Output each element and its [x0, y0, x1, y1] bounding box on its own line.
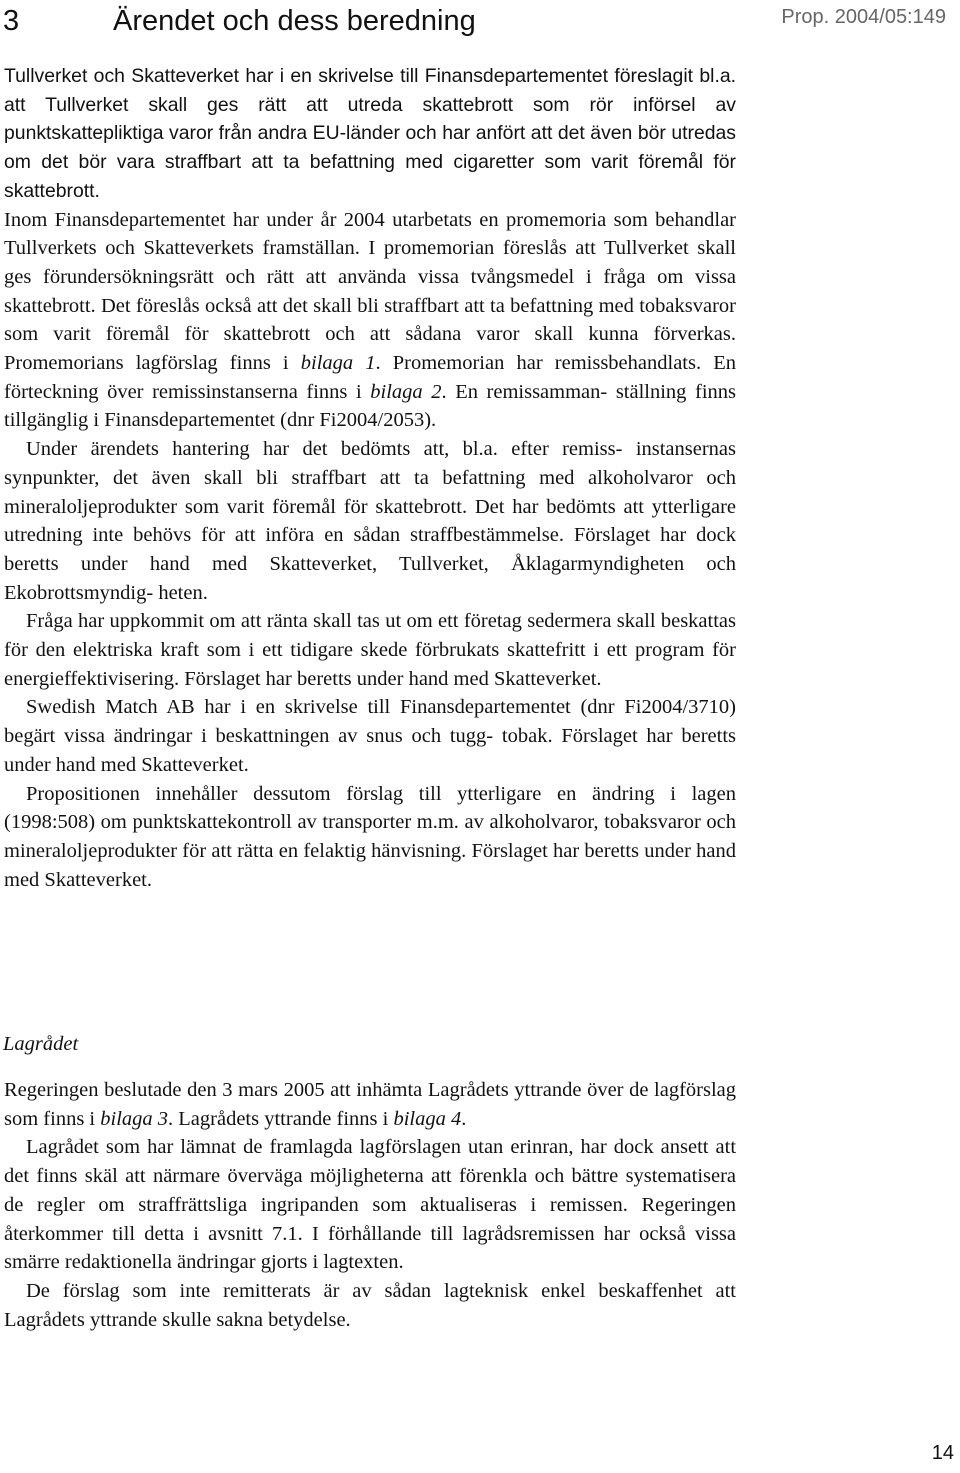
- text-line: att det även bör utredas om det bör vara straffbart att ta befattning med: [4, 122, 737, 174]
- text-line: De förslag som inte remitterats är av sådan lagteknisk enkel: [26, 1279, 586, 1302]
- bilaga-reference: bilaga 2: [370, 380, 442, 403]
- body-text-lagradet: [4, 1076, 736, 1334]
- paragraph: [4, 206, 736, 436]
- chapter-number: 3: [3, 5, 20, 37]
- text-line: Tullverket och Skatteverket har i en skrivelse till Finansdepartementet: [4, 65, 608, 87]
- text-line: förenkla och bättre systematisera de regler om straffrättsliga ingripanden: [4, 1165, 737, 1216]
- text-line: sådan straffbestämmelse. Förslaget har dock beretts under hand med: [4, 524, 737, 575]
- text-line: föreslagit bl.a. att Tullverket skall ges rätt att utreda skattebrott som rör: [4, 65, 736, 116]
- paragraph: [4, 1277, 736, 1334]
- chapter-title: Ärendet och dess beredning: [113, 5, 476, 37]
- text-line: Swedish Match AB har i en skrivelse till Finansdepartementet (dnr: [26, 696, 615, 719]
- text-line: redaktionella ändringar gjorts i lagtexten.: [64, 1251, 404, 1274]
- text-line: förteckning över remissinstanserna finns i bilaga 2. En remissamman-: [4, 380, 608, 403]
- text-line: Fi2004/3710) begärt vissa ändringar i beskattningen av snus och tugg-: [4, 696, 737, 748]
- text-line: vissa tvångsmedel i fråga om vissa skattebrott. Det föreslås också att det: [4, 265, 736, 317]
- text-line: Det har bedömts att ytterligare utredning inte behövs för att införa en: [4, 495, 736, 547]
- text-line: införsel av punktskattepliktiga varor från andra EU-länder och har anfört: [4, 93, 737, 145]
- section-heading-lagradet: Lagrådet: [3, 1033, 79, 1055]
- text-line: skall bli straffbart att ta befattning med tobaksvaror som varit föremål för: [4, 294, 737, 346]
- text-line: beskaffenhet att Lagrådets yttrande skulle sakna betydelse.: [4, 1279, 737, 1331]
- text-line: Regeringen beslutade den 3 mars 2005 att inhämta Lagrådets yttrande: [4, 1079, 582, 1101]
- text-line: Fråga har uppkommit om att ränta skall tas ut om ett företag sedermera: [26, 610, 612, 633]
- text-line: felaktig hänvisning. Förslaget har beretts under hand med Skatteverket.: [4, 839, 736, 891]
- bilaga-reference: bilaga 1: [300, 352, 376, 375]
- bilaga-reference: bilaga 4: [393, 1107, 462, 1130]
- text-line: föreslås att Tullverket skall ges förundersökningsrätt och rätt att använda: [4, 237, 736, 288]
- text-line: som behandlar Tullverkets och Skatteverkets framställan. I promemorian: [4, 208, 736, 260]
- text-line: tobak. Förslaget har beretts under hand med Skatteverket.: [4, 725, 737, 776]
- text-line: under hand med Skatteverket.: [356, 667, 602, 690]
- paragraph: [4, 435, 736, 607]
- text-line: 7.1. I förhållande till lagrådsremissen har också vissa smärre: [4, 1222, 737, 1274]
- text-line: Lagrådet som har lämnat de framlagda lagförslagen utan erinran, har: [26, 1136, 607, 1159]
- text-line: som aktualiseras i remissen. Regeringen återkommer till detta i avsnitt: [4, 1193, 736, 1245]
- paragraph: [4, 1133, 736, 1277]
- proposition-reference: Prop. 2004/05:149: [781, 6, 946, 28]
- paragraph: [4, 693, 736, 779]
- paragraph: [4, 780, 736, 895]
- text-line: Inom Finansdepartementet har under år 2004 utarbetats en promemoria: [4, 208, 607, 231]
- paragraph: [4, 607, 736, 693]
- chapter-heading: [3, 2, 476, 40]
- text-line: över de lagförslag som finns i bilaga 3. Lagrådets yttrande finns i: [4, 1079, 736, 1130]
- text-line: Propositionen innehåller dessutom förslag till ytterligare en ändring i: [26, 782, 676, 805]
- text-line: skall beskattas för den elektriska kraft som i ett tidigare skede förbrukats: [4, 610, 736, 662]
- body-text-main: [4, 62, 736, 894]
- text-line: instansernas synpunkter, det även skall bli straffbart att ta befattning med: [4, 438, 737, 489]
- text-line: lagen (1998:508) om punktskattekontroll av transporter m.m. av: [4, 782, 737, 834]
- text-line: cigaretter som varit föremål för skattebrott.: [4, 151, 736, 202]
- text-line: Skatteverket, Tullverket, Åklagarmyndigheten och Ekobrottsmyndig-: [4, 552, 736, 604]
- paragraph: [4, 62, 736, 206]
- text-line: lagförslag finns i bilaga 1. Promemorian har remissbehandlats. En: [135, 352, 736, 375]
- text-line: skattefritt i ett program för energieffektivisering. Förslaget har beretts: [4, 639, 737, 690]
- text-line: bilaga 4.: [393, 1107, 467, 1130]
- text-line: Under ärendets hantering har det bedömts att, bl.a. efter remiss-: [26, 438, 623, 461]
- text-line: alkoholvaror och mineraloljeprodukter som varit föremål för skattebrott.: [4, 466, 736, 518]
- text-line: ställning finns tillgänglig i Finansdepartementet (dnr Fi2004/2053).: [4, 380, 736, 432]
- text-line: heten.: [158, 581, 208, 604]
- text-line: alkoholvaror, tobaksvaror och mineraloljeprodukter för att rätta en: [4, 811, 737, 862]
- text-line: skattebrott och att sådana varor skall kunna förverkas. Promemorians: [4, 323, 737, 375]
- bilaga-reference: bilaga 3: [100, 1107, 169, 1130]
- text-line: dock ansett att det finns skäl att närmare överväga möjligheterna att: [4, 1136, 737, 1188]
- page-number: 14: [931, 1442, 954, 1464]
- paragraph: [4, 1076, 736, 1133]
